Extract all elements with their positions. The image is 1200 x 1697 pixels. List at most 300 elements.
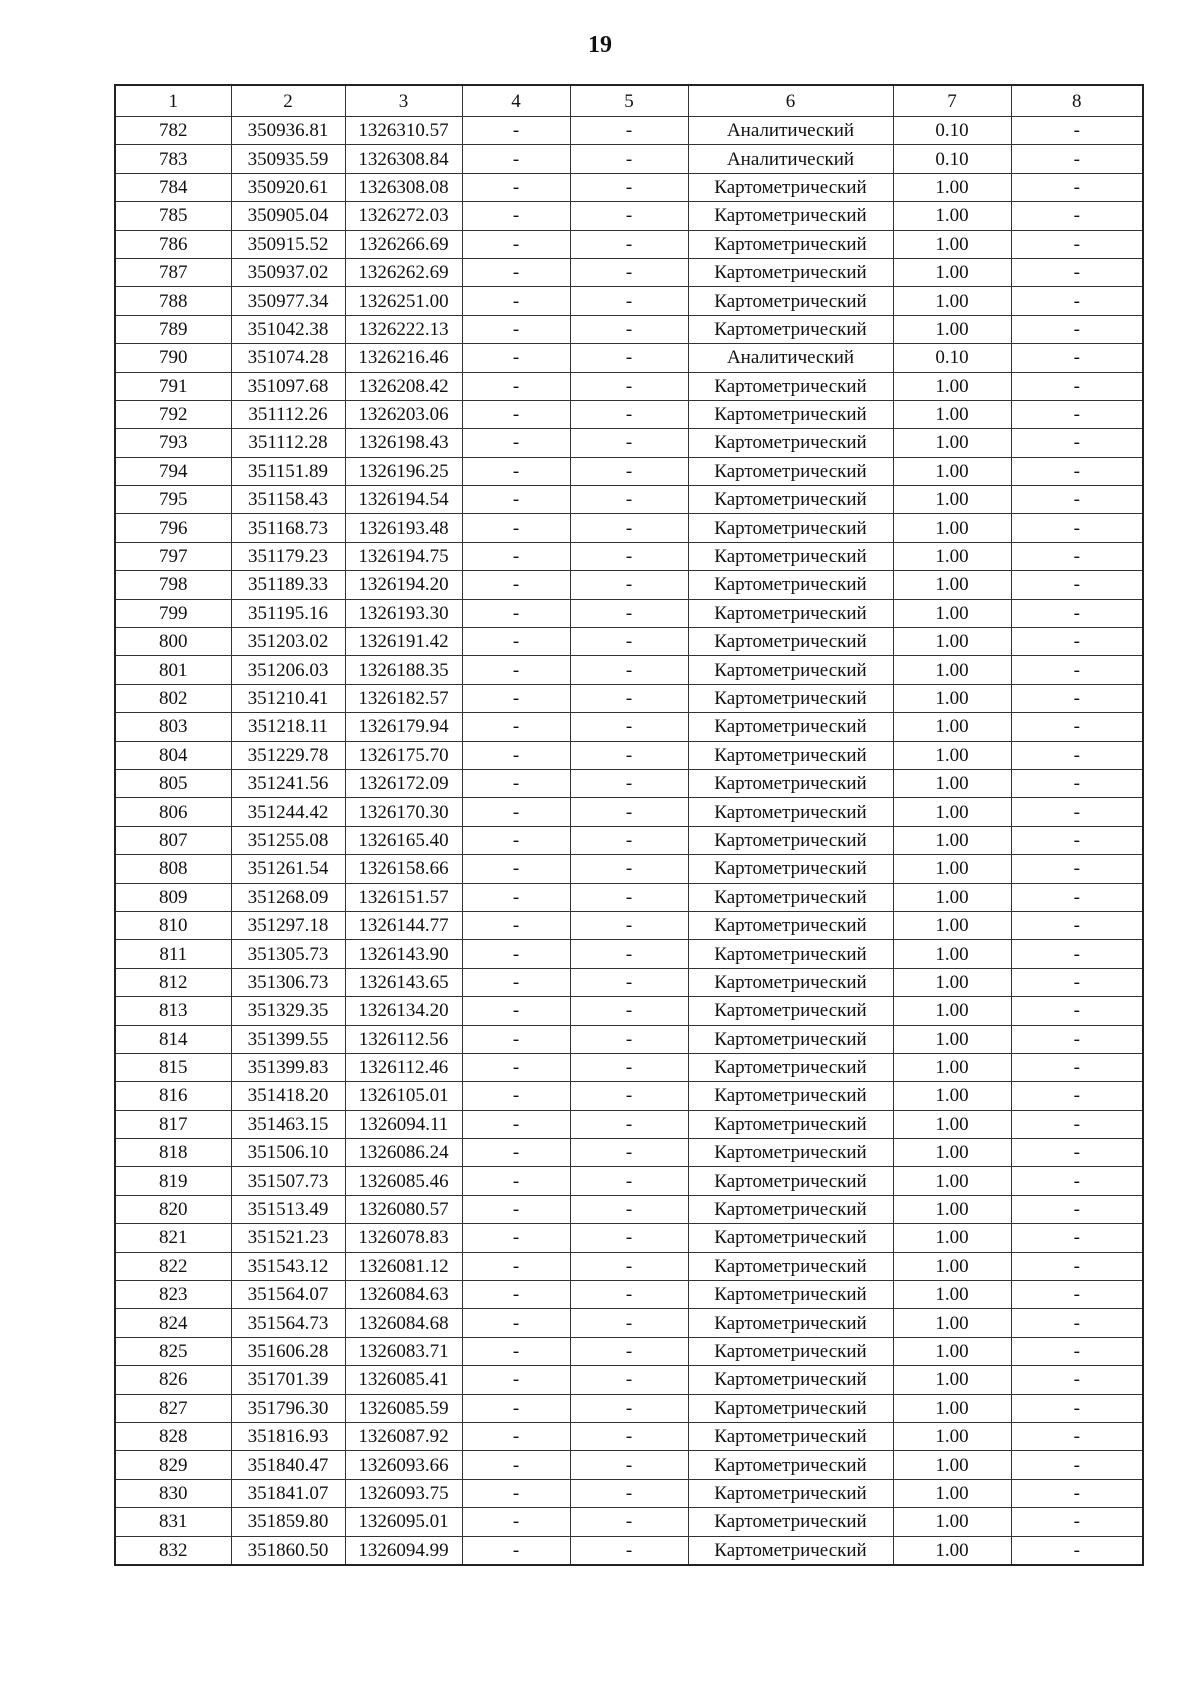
y-coordinate-cell: 1326170.30	[345, 798, 462, 826]
method-cell: Картометрический	[688, 1082, 893, 1110]
accuracy-cell: 1.00	[893, 1110, 1011, 1138]
x-coordinate-cell: 351564.73	[231, 1309, 345, 1337]
y-coordinate-cell: 1326083.71	[345, 1337, 462, 1365]
method-cell: Картометрический	[688, 599, 893, 627]
accuracy-cell: 1.00	[893, 542, 1011, 570]
accuracy-cell: 1.00	[893, 1053, 1011, 1081]
column-8-cell: -	[1011, 1366, 1143, 1394]
accuracy-cell: 1.00	[893, 1195, 1011, 1223]
y-coordinate-cell: 1326198.43	[345, 429, 462, 457]
point-number-cell: 805	[115, 769, 231, 797]
header-row	[115, 85, 1143, 117]
column-4-cell: -	[462, 1479, 570, 1507]
table-row	[115, 1337, 1143, 1365]
column-8-cell: -	[1011, 1195, 1143, 1223]
accuracy-cell: 1.00	[893, 173, 1011, 201]
column-4-cell: -	[462, 372, 570, 400]
point-number-cell: 803	[115, 713, 231, 741]
column-4-cell: -	[462, 1025, 570, 1053]
column-5-cell: -	[570, 826, 688, 854]
column-5-cell: -	[570, 741, 688, 769]
point-number-cell: 830	[115, 1479, 231, 1507]
x-coordinate-cell: 351158.43	[231, 486, 345, 514]
accuracy-cell: 1.00	[893, 1281, 1011, 1309]
y-coordinate-cell: 1326094.11	[345, 1110, 462, 1138]
y-coordinate-cell: 1326105.01	[345, 1082, 462, 1110]
point-number-cell: 811	[115, 940, 231, 968]
x-coordinate-cell: 351261.54	[231, 855, 345, 883]
method-cell: Картометрический	[688, 1366, 893, 1394]
coordinates-table	[114, 84, 1144, 1566]
table-row	[115, 1252, 1143, 1280]
column-4-cell: -	[462, 344, 570, 372]
y-coordinate-cell: 1326308.84	[345, 145, 462, 173]
column-4-cell: -	[462, 514, 570, 542]
accuracy-cell: 1.00	[893, 1309, 1011, 1337]
column-8-cell: -	[1011, 911, 1143, 939]
accuracy-cell: 1.00	[893, 230, 1011, 258]
column-4-cell: -	[462, 798, 570, 826]
method-cell: Картометрический	[688, 1025, 893, 1053]
table-row	[115, 741, 1143, 769]
column-8-cell: -	[1011, 684, 1143, 712]
table-row	[115, 287, 1143, 315]
column-5-cell: -	[570, 258, 688, 286]
column-4-cell: -	[462, 1053, 570, 1081]
column-4-cell: -	[462, 1167, 570, 1195]
column-5-cell: -	[570, 1110, 688, 1138]
column-header: 7	[893, 85, 1011, 117]
accuracy-cell: 1.00	[893, 429, 1011, 457]
y-coordinate-cell: 1326172.09	[345, 769, 462, 797]
y-coordinate-cell: 1326191.42	[345, 628, 462, 656]
table-row	[115, 1394, 1143, 1422]
table-row	[115, 457, 1143, 485]
accuracy-cell: 1.00	[893, 997, 1011, 1025]
column-8-cell: -	[1011, 628, 1143, 656]
column-5-cell: -	[570, 1422, 688, 1450]
column-8-cell: -	[1011, 656, 1143, 684]
method-cell: Аналитический	[688, 145, 893, 173]
y-coordinate-cell: 1326095.01	[345, 1508, 462, 1536]
point-number-cell: 797	[115, 542, 231, 570]
column-5-cell: -	[570, 1394, 688, 1422]
table-row	[115, 911, 1143, 939]
method-cell: Картометрический	[688, 542, 893, 570]
table-row	[115, 1451, 1143, 1479]
table-row	[115, 258, 1143, 286]
column-4-cell: -	[462, 599, 570, 627]
method-cell: Картометрический	[688, 997, 893, 1025]
point-number-cell: 809	[115, 883, 231, 911]
column-8-cell: -	[1011, 287, 1143, 315]
accuracy-cell: 1.00	[893, 883, 1011, 911]
column-5-cell: -	[570, 315, 688, 343]
x-coordinate-cell: 351210.41	[231, 684, 345, 712]
y-coordinate-cell: 1326266.69	[345, 230, 462, 258]
x-coordinate-cell: 351268.09	[231, 883, 345, 911]
table-row	[115, 656, 1143, 684]
y-coordinate-cell: 1326182.57	[345, 684, 462, 712]
column-4-cell: -	[462, 542, 570, 570]
accuracy-cell: 1.00	[893, 1337, 1011, 1365]
table-row	[115, 542, 1143, 570]
column-8-cell: -	[1011, 741, 1143, 769]
column-4-cell: -	[462, 486, 570, 514]
y-coordinate-cell: 1326134.20	[345, 997, 462, 1025]
point-number-cell: 796	[115, 514, 231, 542]
column-5-cell: -	[570, 173, 688, 201]
table-row	[115, 997, 1143, 1025]
point-number-cell: 816	[115, 1082, 231, 1110]
table-row	[115, 1309, 1143, 1337]
y-coordinate-cell: 1326216.46	[345, 344, 462, 372]
method-cell: Картометрический	[688, 1224, 893, 1252]
accuracy-cell: 1.00	[893, 372, 1011, 400]
method-cell: Картометрический	[688, 315, 893, 343]
method-cell: Картометрический	[688, 968, 893, 996]
y-coordinate-cell: 1326158.66	[345, 855, 462, 883]
method-cell: Картометрический	[688, 713, 893, 741]
method-cell: Картометрический	[688, 741, 893, 769]
x-coordinate-cell: 350977.34	[231, 287, 345, 315]
column-8-cell: -	[1011, 940, 1143, 968]
column-8-cell: -	[1011, 798, 1143, 826]
accuracy-cell: 1.00	[893, 684, 1011, 712]
point-number-cell: 814	[115, 1025, 231, 1053]
column-4-cell: -	[462, 855, 570, 883]
method-cell: Картометрический	[688, 1508, 893, 1536]
column-5-cell: -	[570, 457, 688, 485]
column-header: 1	[115, 85, 231, 117]
method-cell: Картометрический	[688, 1053, 893, 1081]
table-row	[115, 429, 1143, 457]
y-coordinate-cell: 1326272.03	[345, 202, 462, 230]
y-coordinate-cell: 1326085.59	[345, 1394, 462, 1422]
accuracy-cell: 1.00	[893, 1422, 1011, 1450]
point-number-cell: 824	[115, 1309, 231, 1337]
column-8-cell: -	[1011, 1224, 1143, 1252]
point-number-cell: 802	[115, 684, 231, 712]
point-number-cell: 800	[115, 628, 231, 656]
accuracy-cell: 1.00	[893, 1252, 1011, 1280]
column-8-cell: -	[1011, 145, 1143, 173]
method-cell: Картометрический	[688, 940, 893, 968]
table-row	[115, 486, 1143, 514]
y-coordinate-cell: 1326084.63	[345, 1281, 462, 1309]
x-coordinate-cell: 351463.15	[231, 1110, 345, 1138]
column-8-cell: -	[1011, 1451, 1143, 1479]
column-8-cell: -	[1011, 400, 1143, 428]
accuracy-cell: 1.00	[893, 571, 1011, 599]
y-coordinate-cell: 1326085.46	[345, 1167, 462, 1195]
table-row	[115, 769, 1143, 797]
method-cell: Картометрический	[688, 258, 893, 286]
method-cell: Картометрический	[688, 798, 893, 826]
x-coordinate-cell: 351860.50	[231, 1536, 345, 1565]
column-8-cell: -	[1011, 344, 1143, 372]
point-number-cell: 783	[115, 145, 231, 173]
column-4-cell: -	[462, 429, 570, 457]
column-5-cell: -	[570, 486, 688, 514]
column-8-cell: -	[1011, 1139, 1143, 1167]
x-coordinate-cell: 351543.12	[231, 1252, 345, 1280]
column-8-cell: -	[1011, 599, 1143, 627]
accuracy-cell: 1.00	[893, 457, 1011, 485]
x-coordinate-cell: 351168.73	[231, 514, 345, 542]
column-5-cell: -	[570, 713, 688, 741]
accuracy-cell: 1.00	[893, 1536, 1011, 1565]
column-8-cell: -	[1011, 1536, 1143, 1565]
point-number-cell: 818	[115, 1139, 231, 1167]
column-5-cell: -	[570, 202, 688, 230]
y-coordinate-cell: 1326084.68	[345, 1309, 462, 1337]
column-5-cell: -	[570, 1479, 688, 1507]
column-4-cell: -	[462, 1536, 570, 1565]
accuracy-cell: 1.00	[893, 798, 1011, 826]
table-row	[115, 202, 1143, 230]
column-5-cell: -	[570, 684, 688, 712]
point-number-cell: 790	[115, 344, 231, 372]
column-5-cell: -	[570, 1281, 688, 1309]
method-cell: Картометрический	[688, 372, 893, 400]
x-coordinate-cell: 351297.18	[231, 911, 345, 939]
accuracy-cell: 1.00	[893, 514, 1011, 542]
column-5-cell: -	[570, 769, 688, 797]
column-header: 6	[688, 85, 893, 117]
column-4-cell: -	[462, 117, 570, 145]
column-8-cell: -	[1011, 883, 1143, 911]
column-5-cell: -	[570, 429, 688, 457]
column-5-cell: -	[570, 798, 688, 826]
column-8-cell: -	[1011, 1281, 1143, 1309]
x-coordinate-cell: 351074.28	[231, 344, 345, 372]
table-body	[115, 85, 1143, 1565]
accuracy-cell: 1.00	[893, 968, 1011, 996]
x-coordinate-cell: 351218.11	[231, 713, 345, 741]
y-coordinate-cell: 1326112.46	[345, 1053, 462, 1081]
column-5-cell: -	[570, 287, 688, 315]
column-5-cell: -	[570, 656, 688, 684]
y-coordinate-cell: 1326093.75	[345, 1479, 462, 1507]
accuracy-cell: 1.00	[893, 1366, 1011, 1394]
accuracy-cell: 0.10	[893, 117, 1011, 145]
table-row	[115, 1139, 1143, 1167]
column-4-cell: -	[462, 400, 570, 428]
column-4-cell: -	[462, 173, 570, 201]
x-coordinate-cell: 351241.56	[231, 769, 345, 797]
column-5-cell: -	[570, 628, 688, 656]
point-number-cell: 806	[115, 798, 231, 826]
method-cell: Картометрический	[688, 571, 893, 599]
point-number-cell: 822	[115, 1252, 231, 1280]
point-number-cell: 832	[115, 1536, 231, 1565]
column-header: 5	[570, 85, 688, 117]
point-number-cell: 785	[115, 202, 231, 230]
table-row	[115, 713, 1143, 741]
method-cell: Картометрический	[688, 628, 893, 656]
method-cell: Картометрический	[688, 173, 893, 201]
column-4-cell: -	[462, 1366, 570, 1394]
point-number-cell: 787	[115, 258, 231, 286]
column-4-cell: -	[462, 1508, 570, 1536]
method-cell: Картометрический	[688, 457, 893, 485]
point-number-cell: 827	[115, 1394, 231, 1422]
column-5-cell: -	[570, 855, 688, 883]
table-row	[115, 1508, 1143, 1536]
y-coordinate-cell: 1326112.56	[345, 1025, 462, 1053]
column-8-cell: -	[1011, 429, 1143, 457]
column-8-cell: -	[1011, 1309, 1143, 1337]
method-cell: Картометрический	[688, 1309, 893, 1337]
table-row	[115, 798, 1143, 826]
point-number-cell: 793	[115, 429, 231, 457]
column-8-cell: -	[1011, 1394, 1143, 1422]
method-cell: Картометрический	[688, 1252, 893, 1280]
column-5-cell: -	[570, 1025, 688, 1053]
column-5-cell: -	[570, 1252, 688, 1280]
accuracy-cell: 1.00	[893, 940, 1011, 968]
y-coordinate-cell: 1326086.24	[345, 1139, 462, 1167]
column-header: 4	[462, 85, 570, 117]
column-4-cell: -	[462, 741, 570, 769]
table-row	[115, 145, 1143, 173]
accuracy-cell: 1.00	[893, 400, 1011, 428]
point-number-cell: 799	[115, 599, 231, 627]
point-number-cell: 825	[115, 1337, 231, 1365]
table-row	[115, 117, 1143, 145]
y-coordinate-cell: 1326143.90	[345, 940, 462, 968]
column-4-cell: -	[462, 968, 570, 996]
table-row	[115, 1224, 1143, 1252]
column-5-cell: -	[570, 1195, 688, 1223]
column-4-cell: -	[462, 1224, 570, 1252]
method-cell: Картометрический	[688, 1281, 893, 1309]
x-coordinate-cell: 350936.81	[231, 117, 345, 145]
x-coordinate-cell: 351521.23	[231, 1224, 345, 1252]
column-5-cell: -	[570, 344, 688, 372]
column-8-cell: -	[1011, 514, 1143, 542]
column-4-cell: -	[462, 1281, 570, 1309]
column-4-cell: -	[462, 1337, 570, 1365]
y-coordinate-cell: 1326203.06	[345, 400, 462, 428]
accuracy-cell: 1.00	[893, 1139, 1011, 1167]
table-row	[115, 1479, 1143, 1507]
column-4-cell: -	[462, 287, 570, 315]
point-number-cell: 795	[115, 486, 231, 514]
method-cell: Картометрический	[688, 883, 893, 911]
column-5-cell: -	[570, 968, 688, 996]
column-4-cell: -	[462, 1252, 570, 1280]
column-8-cell: -	[1011, 230, 1143, 258]
point-number-cell: 784	[115, 173, 231, 201]
accuracy-cell: 1.00	[893, 741, 1011, 769]
point-number-cell: 801	[115, 656, 231, 684]
column-5-cell: -	[570, 372, 688, 400]
method-cell: Картометрический	[688, 1195, 893, 1223]
table-row	[115, 173, 1143, 201]
y-coordinate-cell: 1326194.20	[345, 571, 462, 599]
x-coordinate-cell: 351203.02	[231, 628, 345, 656]
table-row	[115, 883, 1143, 911]
column-8-cell: -	[1011, 457, 1143, 485]
x-coordinate-cell: 351305.73	[231, 940, 345, 968]
accuracy-cell: 1.00	[893, 713, 1011, 741]
y-coordinate-cell: 1326251.00	[345, 287, 462, 315]
method-cell: Картометрический	[688, 911, 893, 939]
y-coordinate-cell: 1326093.66	[345, 1451, 462, 1479]
method-cell: Картометрический	[688, 769, 893, 797]
x-coordinate-cell: 351606.28	[231, 1337, 345, 1365]
point-number-cell: 782	[115, 117, 231, 145]
column-4-cell: -	[462, 258, 570, 286]
y-coordinate-cell: 1326179.94	[345, 713, 462, 741]
column-8-cell: -	[1011, 117, 1143, 145]
column-4-cell: -	[462, 145, 570, 173]
column-5-cell: -	[570, 1366, 688, 1394]
accuracy-cell: 1.00	[893, 769, 1011, 797]
column-8-cell: -	[1011, 372, 1143, 400]
x-coordinate-cell: 351399.83	[231, 1053, 345, 1081]
accuracy-cell: 0.10	[893, 344, 1011, 372]
x-coordinate-cell: 351179.23	[231, 542, 345, 570]
column-8-cell: -	[1011, 1025, 1143, 1053]
point-number-cell: 812	[115, 968, 231, 996]
column-8-cell: -	[1011, 258, 1143, 286]
column-5-cell: -	[570, 1451, 688, 1479]
column-8-cell: -	[1011, 1082, 1143, 1110]
column-4-cell: -	[462, 769, 570, 797]
column-4-cell: -	[462, 1082, 570, 1110]
table-row	[115, 344, 1143, 372]
x-coordinate-cell: 351816.93	[231, 1422, 345, 1450]
column-5-cell: -	[570, 911, 688, 939]
table-row	[115, 599, 1143, 627]
table-row	[115, 1082, 1143, 1110]
column-4-cell: -	[462, 1110, 570, 1138]
point-number-cell: 810	[115, 911, 231, 939]
point-number-cell: 819	[115, 1167, 231, 1195]
point-number-cell: 807	[115, 826, 231, 854]
x-coordinate-cell: 351229.78	[231, 741, 345, 769]
method-cell: Картометрический	[688, 514, 893, 542]
x-coordinate-cell: 351507.73	[231, 1167, 345, 1195]
x-coordinate-cell: 351306.73	[231, 968, 345, 996]
point-number-cell: 808	[115, 855, 231, 883]
accuracy-cell: 1.00	[893, 1082, 1011, 1110]
point-number-cell: 804	[115, 741, 231, 769]
table-row	[115, 1366, 1143, 1394]
point-number-cell: 828	[115, 1422, 231, 1450]
x-coordinate-cell: 351195.16	[231, 599, 345, 627]
table-row	[115, 1195, 1143, 1223]
accuracy-cell: 1.00	[893, 1508, 1011, 1536]
point-number-cell: 791	[115, 372, 231, 400]
column-8-cell: -	[1011, 202, 1143, 230]
method-cell: Картометрический	[688, 1337, 893, 1365]
point-number-cell: 789	[115, 315, 231, 343]
column-4-cell: -	[462, 940, 570, 968]
x-coordinate-cell: 351097.68	[231, 372, 345, 400]
point-number-cell: 792	[115, 400, 231, 428]
page-number: 19	[588, 32, 612, 58]
column-header: 8	[1011, 85, 1143, 117]
column-8-cell: -	[1011, 769, 1143, 797]
table-row	[115, 1167, 1143, 1195]
point-number-cell: 821	[115, 1224, 231, 1252]
method-cell: Картометрический	[688, 1536, 893, 1565]
column-8-cell: -	[1011, 1252, 1143, 1280]
